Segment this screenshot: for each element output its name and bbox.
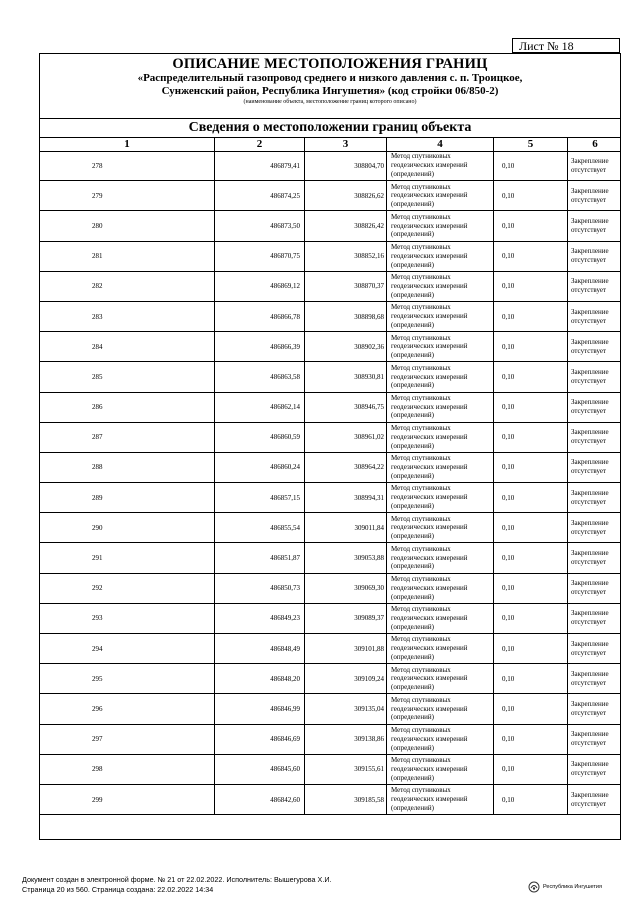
table-row: [40, 272, 620, 302]
fixation-cell: [568, 694, 622, 723]
fixation-text-line: отсутствует: [571, 708, 607, 717]
republic-label: Республика Ингушетия: [543, 884, 602, 890]
method-cell: [387, 272, 494, 301]
column-header-3: 3: [305, 137, 387, 151]
method-text-line: (определений): [391, 200, 434, 209]
method-text-line: Метод спутниковых: [391, 363, 451, 372]
precision-value: 0,10: [494, 755, 568, 784]
point-number: 299: [40, 785, 215, 814]
method-text-line: геодезических измерений: [391, 342, 468, 351]
method-cell: [387, 634, 494, 663]
precision-value: 0,10: [494, 634, 568, 663]
coordinate-x: 486862,14: [215, 393, 305, 422]
method-text-line: геодезических измерений: [391, 644, 468, 653]
coordinate-y: 308804,70: [305, 151, 387, 180]
table-row: [40, 181, 620, 211]
coordinate-y: 309135,04: [305, 694, 387, 723]
point-number: 283: [40, 302, 215, 331]
method-text-line: (определений): [391, 773, 434, 782]
table-row: [40, 242, 620, 272]
fixation-text-line: Закрепление: [571, 760, 609, 769]
fixation-cell: [568, 785, 622, 814]
method-cell: [387, 151, 494, 180]
fixation-text-line: Закрепление: [571, 790, 609, 799]
fixation-text-line: отсутствует: [571, 225, 607, 234]
method-text-line: (определений): [391, 532, 434, 541]
object-name-line2: Сунженский район, Республика Ингушетия» (код стройки 06/850-2): [161, 85, 499, 97]
fixation-text-line: Закрепление: [571, 216, 609, 225]
method-text-line: геодезических измерений: [391, 553, 468, 562]
method-text-line: (определений): [391, 320, 434, 329]
coordinate-x: 486866,78: [215, 302, 305, 331]
method-text-line: Метод спутниковых: [391, 484, 451, 493]
method-cell: [387, 543, 494, 572]
method-text-line: геодезических измерений: [391, 734, 468, 743]
precision-value: 0,10: [494, 332, 568, 361]
method-text-line: (определений): [391, 592, 434, 601]
table-row: [40, 211, 620, 241]
method-text-line: Метод спутниковых: [391, 786, 451, 795]
fixation-cell: [568, 302, 622, 331]
fixation-cell: [568, 755, 622, 784]
table-row: [40, 393, 620, 423]
fixation-text-line: Закрепление: [571, 428, 609, 437]
method-cell: [387, 664, 494, 693]
footer-line2: Страница 20 из 560. Страница создана: 22.02.2022 14:34: [22, 885, 214, 894]
coordinate-x: 486860,59: [215, 423, 305, 452]
coordinate-y: 308994,31: [305, 483, 387, 512]
method-text-line: геодезических измерений: [391, 764, 468, 773]
precision-value: 0,10: [494, 453, 568, 482]
method-text-line: (определений): [391, 441, 434, 450]
precision-value: 0,10: [494, 664, 568, 693]
method-cell: [387, 423, 494, 452]
method-text-line: (определений): [391, 411, 434, 420]
point-number: 285: [40, 362, 215, 391]
table-row: [40, 725, 620, 755]
document-header: [40, 54, 620, 119]
column-header-2: 2: [215, 137, 305, 151]
coordinate-x: 486873,50: [215, 211, 305, 240]
method-text-line: (определений): [391, 502, 434, 511]
coordinate-y: 308964,22: [305, 453, 387, 482]
coordinate-x: 486842,60: [215, 785, 305, 814]
fixation-text-line: Закрепление: [571, 156, 609, 165]
fixation-cell: [568, 211, 622, 240]
method-text-line: Метод спутниковых: [391, 756, 451, 765]
coordinate-x: 486866,39: [215, 332, 305, 361]
point-number: 290: [40, 513, 215, 542]
method-text-line: (определений): [391, 260, 434, 269]
table-row: [40, 785, 620, 815]
fixation-text-line: отсутствует: [571, 256, 607, 265]
table-row: [40, 634, 620, 664]
method-text-line: геодезических измерений: [391, 463, 468, 472]
precision-value: 0,10: [494, 272, 568, 301]
method-text-line: Метод спутниковых: [391, 182, 451, 191]
fixation-cell: [568, 362, 622, 391]
coordinate-x: 486863,58: [215, 362, 305, 391]
method-text-line: Метод спутниковых: [391, 514, 451, 523]
coordinate-x: 486848,20: [215, 664, 305, 693]
point-number: 287: [40, 423, 215, 452]
column-header-6: 6: [592, 138, 598, 150]
table-row: [40, 604, 620, 634]
fixation-text-line: отсутствует: [571, 497, 607, 506]
point-number: 291: [40, 543, 215, 572]
coordinate-y: 308961,02: [305, 423, 387, 452]
precision-value: 0,10: [494, 181, 568, 210]
section-title: Сведения о местоположении границ объекта: [40, 118, 620, 138]
fixation-cell: [568, 151, 622, 180]
table-row: [40, 664, 620, 694]
method-text-line: Метод спутниковых: [391, 273, 451, 282]
coordinate-y: 308930,81: [305, 362, 387, 391]
fixation-text-line: отсутствует: [571, 527, 607, 536]
coordinate-y: 309185,58: [305, 785, 387, 814]
fixation-cell: [568, 272, 622, 301]
point-number: 298: [40, 755, 215, 784]
coordinate-y: 309069,30: [305, 574, 387, 603]
method-cell: [387, 785, 494, 814]
coordinate-y: 309109,24: [305, 664, 387, 693]
point-number: 293: [40, 604, 215, 633]
method-cell: [387, 604, 494, 633]
fixation-text-line: Закрепление: [571, 398, 609, 407]
fixation-text-line: отсутствует: [571, 407, 607, 416]
fixation-text-line: Закрепление: [571, 549, 609, 558]
point-number: 294: [40, 634, 215, 663]
coordinate-x: 486846,69: [215, 725, 305, 754]
point-number: 292: [40, 574, 215, 603]
coordinate-x: 486879,41: [215, 151, 305, 180]
method-text-line: Метод спутниковых: [391, 695, 451, 704]
fixation-text-line: отсутствует: [571, 346, 607, 355]
fixation-text-line: отсутствует: [571, 165, 607, 174]
fixation-text-line: отсутствует: [571, 286, 607, 295]
point-number: 297: [40, 725, 215, 754]
sheet-number: Лист № 18: [512, 38, 620, 53]
method-text-line: (определений): [391, 683, 434, 692]
coordinate-y: 309155,61: [305, 755, 387, 784]
boundary-table: [39, 53, 621, 840]
precision-value: 0,10: [494, 785, 568, 814]
precision-value: 0,10: [494, 423, 568, 452]
coordinate-y: 308946,75: [305, 393, 387, 422]
table-row: [40, 423, 620, 453]
precision-value: 0,10: [494, 302, 568, 331]
method-text-line: Метод спутниковых: [391, 665, 451, 674]
method-text-line: геодезических измерений: [391, 432, 468, 441]
precision-value: 0,10: [494, 393, 568, 422]
point-number: 282: [40, 272, 215, 301]
table-row: [40, 302, 620, 332]
method-text-line: (определений): [391, 169, 434, 178]
table-row: [40, 483, 620, 513]
method-text-line: геодезических измерений: [391, 251, 468, 260]
coordinate-y: 309053,88: [305, 543, 387, 572]
fixation-cell: [568, 725, 622, 754]
coordinate-x: 486874,25: [215, 181, 305, 210]
method-cell: [387, 181, 494, 210]
method-text-line: (определений): [391, 652, 434, 661]
fixation-cell: [568, 242, 622, 271]
method-cell: [387, 302, 494, 331]
method-text-line: Метод спутниковых: [391, 424, 451, 433]
method-text-line: геодезических измерений: [391, 614, 468, 622]
coordinate-y: 308902,36: [305, 332, 387, 361]
precision-value: 0,10: [494, 362, 568, 391]
method-cell: [387, 574, 494, 603]
method-text-line: геодезических измерений: [391, 402, 468, 411]
coordinate-x: 486849,23: [215, 604, 305, 633]
column-header-5: 5: [494, 137, 568, 151]
coordinate-x: 486869,12: [215, 272, 305, 301]
fixation-text-line: отсутствует: [571, 376, 607, 385]
coordinate-y: 309011,84: [305, 513, 387, 542]
coordinate-x: 486855,54: [215, 513, 305, 542]
coordinate-x: 486851,87: [215, 543, 305, 572]
method-text-line: Метод спутниковых: [391, 152, 451, 161]
table-row: [40, 755, 620, 785]
coordinate-y: 308870,37: [305, 272, 387, 301]
method-cell: [387, 513, 494, 542]
coordinate-x: 486850,73: [215, 574, 305, 603]
fixation-text-line: отсутствует: [571, 467, 607, 476]
precision-value: 0,10: [494, 513, 568, 542]
table-body: [40, 151, 620, 815]
method-text-line: Метод спутниковых: [391, 393, 451, 402]
method-text-line: геодезических измерений: [391, 493, 468, 502]
coordinate-x: 486845,60: [215, 755, 305, 784]
fixation-text-line: отсутствует: [571, 769, 607, 778]
fixation-text-line: отсутствует: [571, 558, 607, 567]
table-row: [40, 362, 620, 392]
method-text-line: геодезических измерений: [391, 674, 468, 683]
fixation-text-line: Закрепление: [571, 669, 609, 678]
method-text-line: геодезических измерений: [391, 161, 468, 170]
method-text-line: (определений): [391, 622, 434, 631]
coordinate-y: 308826,42: [305, 211, 387, 240]
object-name-line1: «Распределительный газопровод среднего и низкого давления с. п. Троицкое,: [137, 72, 523, 84]
method-cell: [387, 393, 494, 422]
fixation-text-line: отсутствует: [571, 739, 607, 748]
column-headers: [40, 137, 620, 152]
method-text-line: Метод спутниковых: [391, 303, 451, 312]
method-cell: [387, 362, 494, 391]
fixation-text-line: Закрепление: [571, 579, 609, 588]
republic-mark: [528, 881, 602, 893]
precision-value: 0,10: [494, 211, 568, 240]
method-cell: [387, 242, 494, 271]
fixation-text-line: Закрепление: [571, 367, 609, 376]
table-row: [40, 574, 620, 604]
method-text-line: Метод спутниковых: [391, 212, 451, 221]
fixation-cell: [568, 181, 622, 210]
table-row: [40, 694, 620, 724]
method-text-line: (определений): [391, 230, 434, 239]
object-name-note: (наименование объекта, местоположение границ которого описано): [243, 99, 417, 105]
precision-value: 0,10: [494, 242, 568, 271]
fixation-text-line: отсутствует: [571, 799, 607, 808]
method-cell: [387, 755, 494, 784]
method-text-line: (определений): [391, 290, 434, 299]
method-cell: [387, 211, 494, 240]
precision-value: 0,10: [494, 543, 568, 572]
fixation-text-line: отсутствует: [571, 648, 607, 657]
fixation-cell: [568, 664, 622, 693]
method-cell: [387, 694, 494, 723]
fixation-cell: [568, 543, 622, 572]
method-cell: [387, 483, 494, 512]
coordinate-y: 308852,16: [305, 242, 387, 271]
method-cell: [387, 453, 494, 482]
fixation-text-line: отсутствует: [571, 437, 607, 446]
method-text-line: Метод спутниковых: [391, 454, 451, 463]
coordinate-x: 486860,24: [215, 453, 305, 482]
point-number: 278: [40, 151, 215, 180]
document-footer: [22, 875, 332, 895]
method-text-line: геодезических измерений: [391, 191, 468, 200]
coordinate-x: 486846,99: [215, 694, 305, 723]
point-number: 280: [40, 211, 215, 240]
fixation-cell: [568, 483, 622, 512]
coordinate-y: 308826,62: [305, 181, 387, 210]
method-text-line: геодезических измерений: [391, 312, 468, 321]
fixation-cell: [568, 453, 622, 482]
fixation-cell: [568, 423, 622, 452]
fixation-cell: [568, 393, 622, 422]
method-cell: [387, 332, 494, 361]
coordinate-y: 309089,37: [305, 604, 387, 633]
point-number: 286: [40, 393, 215, 422]
method-text-line: Метод спутниковых: [391, 605, 451, 614]
method-text-line: (определений): [391, 381, 434, 390]
fixation-cell: [568, 513, 622, 542]
point-number: 289: [40, 483, 215, 512]
fixation-text-line: Закрепление: [571, 186, 609, 195]
method-text-line: Метод спутниковых: [391, 544, 451, 553]
point-number: 281: [40, 242, 215, 271]
fixation-text-line: Закрепление: [571, 699, 609, 708]
method-text-line: (определений): [391, 562, 434, 571]
coordinate-y: 308898,68: [305, 302, 387, 331]
method-cell: [387, 725, 494, 754]
method-text-line: геодезических измерений: [391, 795, 468, 804]
method-text-line: Метод спутниковых: [391, 725, 451, 734]
fixation-text-line: Закрепление: [571, 518, 609, 527]
table-row: [40, 151, 620, 181]
table-row: [40, 543, 620, 573]
method-text-line: (определений): [391, 803, 434, 812]
point-number: 296: [40, 694, 215, 723]
method-text-line: геодезических измерений: [391, 281, 468, 290]
precision-value: 0,10: [494, 151, 568, 180]
fixation-text-line: Закрепление: [571, 730, 609, 739]
method-text-line: (определений): [391, 713, 434, 722]
fixation-text-line: Закрепление: [571, 458, 609, 467]
method-text-line: (определений): [391, 471, 434, 480]
coordinate-x: 486857,15: [215, 483, 305, 512]
table-row: [40, 332, 620, 362]
footer-line1: Документ создан в электронной форме. № 21 от 22.02.2022. Исполнитель: Вышегурова Х.И.: [22, 875, 332, 884]
fixation-text-line: Закрепление: [571, 609, 609, 618]
method-text-line: геодезических измерений: [391, 221, 468, 230]
method-text-line: Метод спутниковых: [391, 635, 451, 644]
fixation-text-line: Закрепление: [571, 247, 609, 256]
point-number: 284: [40, 332, 215, 361]
method-text-line: (определений): [391, 351, 434, 360]
point-number: 295: [40, 664, 215, 693]
method-text-line: геодезических измерений: [391, 523, 468, 532]
fixation-text-line: отсутствует: [571, 618, 607, 627]
emblem-icon: [528, 881, 540, 893]
fixation-text-line: Закрепление: [571, 639, 609, 648]
fixation-cell: [568, 634, 622, 663]
point-number: 279: [40, 181, 215, 210]
table-row: [40, 453, 620, 483]
table-row: [40, 513, 620, 543]
column-header-1: 1: [40, 137, 215, 151]
document-title: ОПИСАНИЕ МЕСТОПОЛОЖЕНИЯ ГРАНИЦ: [172, 56, 488, 72]
precision-value: 0,10: [494, 483, 568, 512]
fixation-text-line: Закрепление: [571, 337, 609, 346]
precision-value: 0,10: [494, 694, 568, 723]
method-text-line: геодезических измерений: [391, 704, 468, 713]
fixation-text-line: отсутствует: [571, 316, 607, 325]
fixation-text-line: отсутствует: [571, 678, 607, 687]
method-text-line: геодезических измерений: [391, 372, 468, 381]
column-header-4: 4: [387, 137, 494, 151]
fixation-cell: [568, 604, 622, 633]
fixation-cell: [568, 574, 622, 603]
method-text-line: (определений): [391, 743, 434, 752]
fixation-text-line: отсутствует: [571, 588, 607, 597]
precision-value: 0,10: [494, 574, 568, 603]
method-text-line: геодезических измерений: [391, 583, 468, 592]
coordinate-x: 486848,49: [215, 634, 305, 663]
precision-value: 0,10: [494, 604, 568, 633]
method-text-line: Метод спутниковых: [391, 242, 451, 251]
method-text-line: Метод спутниковых: [391, 333, 451, 342]
fixation-text-line: Закрепление: [571, 277, 609, 286]
method-text-line: Метод спутниковых: [391, 575, 451, 584]
fixation-text-line: отсутствует: [571, 195, 607, 204]
coordinate-y: 309138,86: [305, 725, 387, 754]
fixation-text-line: Закрепление: [571, 307, 609, 316]
coordinate-x: 486870,75: [215, 242, 305, 271]
fixation-text-line: Закрепление: [571, 488, 609, 497]
precision-value: 0,10: [494, 725, 568, 754]
fixation-cell: [568, 332, 622, 361]
coordinate-y: 309101,88: [305, 634, 387, 663]
point-number: 288: [40, 453, 215, 482]
